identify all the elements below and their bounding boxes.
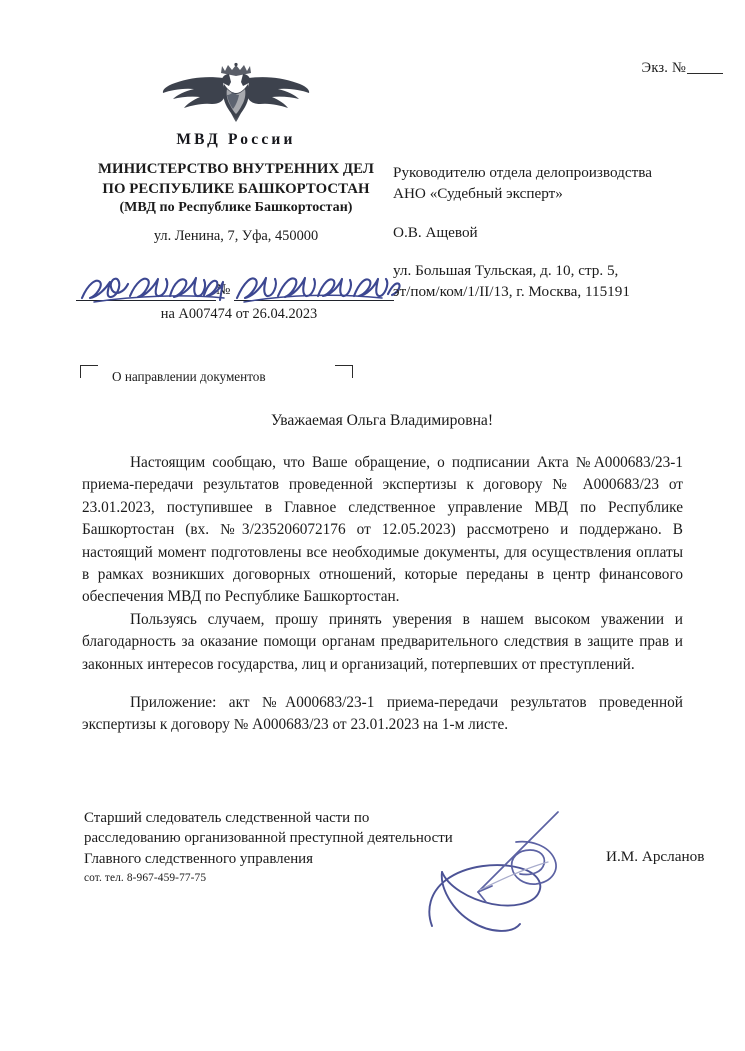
salutation: Уважаемая Ольга Владимировна! xyxy=(270,412,494,429)
emblem-title: МВД России xyxy=(176,131,296,148)
letterhead-line-3: (МВД по Республике Башкортостан) xyxy=(119,200,353,216)
reference-block xyxy=(74,262,404,332)
letterhead-block xyxy=(76,160,396,218)
copy-number-field xyxy=(642,60,723,77)
letterhead-line-1: МИНИСТЕРСТВО ВНУТРЕННИХ ДЕЛ xyxy=(98,161,374,177)
addressee-address-line-2: эт/пом/ком/1/II/13, г. Москва, 115191 xyxy=(393,283,630,301)
body-paragraph-2: Пользуясь случаем, прошу принять уверения в нашем высоком уважении и благодарность за оказание помощи органам предварительного следствия в защите прав и законных интересов государства, лиц и организаций, потерпевших от преступлений. xyxy=(82,610,683,673)
subject-corner-top-right xyxy=(335,365,353,378)
addressee-block xyxy=(393,162,723,302)
letter-body xyxy=(82,452,683,737)
reference-reply-to: на А007474 от 26.04.2023 xyxy=(160,306,318,322)
addressee-address-line-1: ул. Большая Тульская, д. 10, стр. 5, xyxy=(393,261,619,279)
signature-title-line-2: расследованию организованной преступной деятельности xyxy=(84,830,453,847)
double-headed-eagle-emblem-icon xyxy=(86,62,386,128)
body-paragraph-1: Настоящим сообщаю, что Ваше обращение, о подписании Акта №А000683/23-1 приема-передачи результатов проведенной экспертизы к договору № А000683/23 от 23.01.2023, поступившее в Главное следственное управление МВД по Республике Башкортостан (вх. №3/235206072176 от 12.05.2023) рассмотрено и поддержано. В настоящий момент подготовлены все необходимые документы, для осуществления оплаты в рамках возникших договорных отношений, которые переданы в центр финансового обеспечения МВД по Республике Башкортостан. xyxy=(82,454,683,606)
reference-date-rule xyxy=(76,300,216,301)
letterhead-line-2: ПО РЕСПУБЛИКЕ БАШКОРТОСТАН xyxy=(102,180,370,197)
subject-block xyxy=(80,365,360,393)
body-paragraph-attachment: Приложение: акт №А000683/23-1 приема-передачи результатов проведенной экспертизы к договору № А000683/23 от 23.01.2023 на 1-м листе. xyxy=(82,694,683,734)
subject-corner-top-left xyxy=(80,365,98,378)
addressee-address xyxy=(393,260,723,303)
signature-phone: сот. тел. 8-967-459-77-75 xyxy=(84,872,207,885)
addressee-name: О.В. Ащевой xyxy=(393,223,478,241)
addressee-position-line-2: АНО «Судебный эксперт» xyxy=(393,185,563,203)
signer-name: И.М. Арсланов xyxy=(606,848,705,865)
reference-number-rule xyxy=(234,300,394,301)
subject-text: О направлении документов xyxy=(112,369,266,384)
copy-number-label: Экз. № xyxy=(641,60,686,76)
addressee-position xyxy=(393,162,723,205)
emblem-block xyxy=(86,62,386,149)
signature-title-line-1: Старший следователь следственной части по xyxy=(84,810,370,826)
addressee-position-line-1: Руководителю отдела делопроизводства xyxy=(393,164,652,181)
copy-number-blank xyxy=(687,73,723,74)
letterhead-address: ул. Ленина, 7, Уфа, 450000 xyxy=(153,228,319,244)
reference-number-symbol: № xyxy=(216,282,231,298)
signature-title-block xyxy=(84,808,554,887)
signature-title-line-3: Главного следственного управления xyxy=(84,850,313,867)
